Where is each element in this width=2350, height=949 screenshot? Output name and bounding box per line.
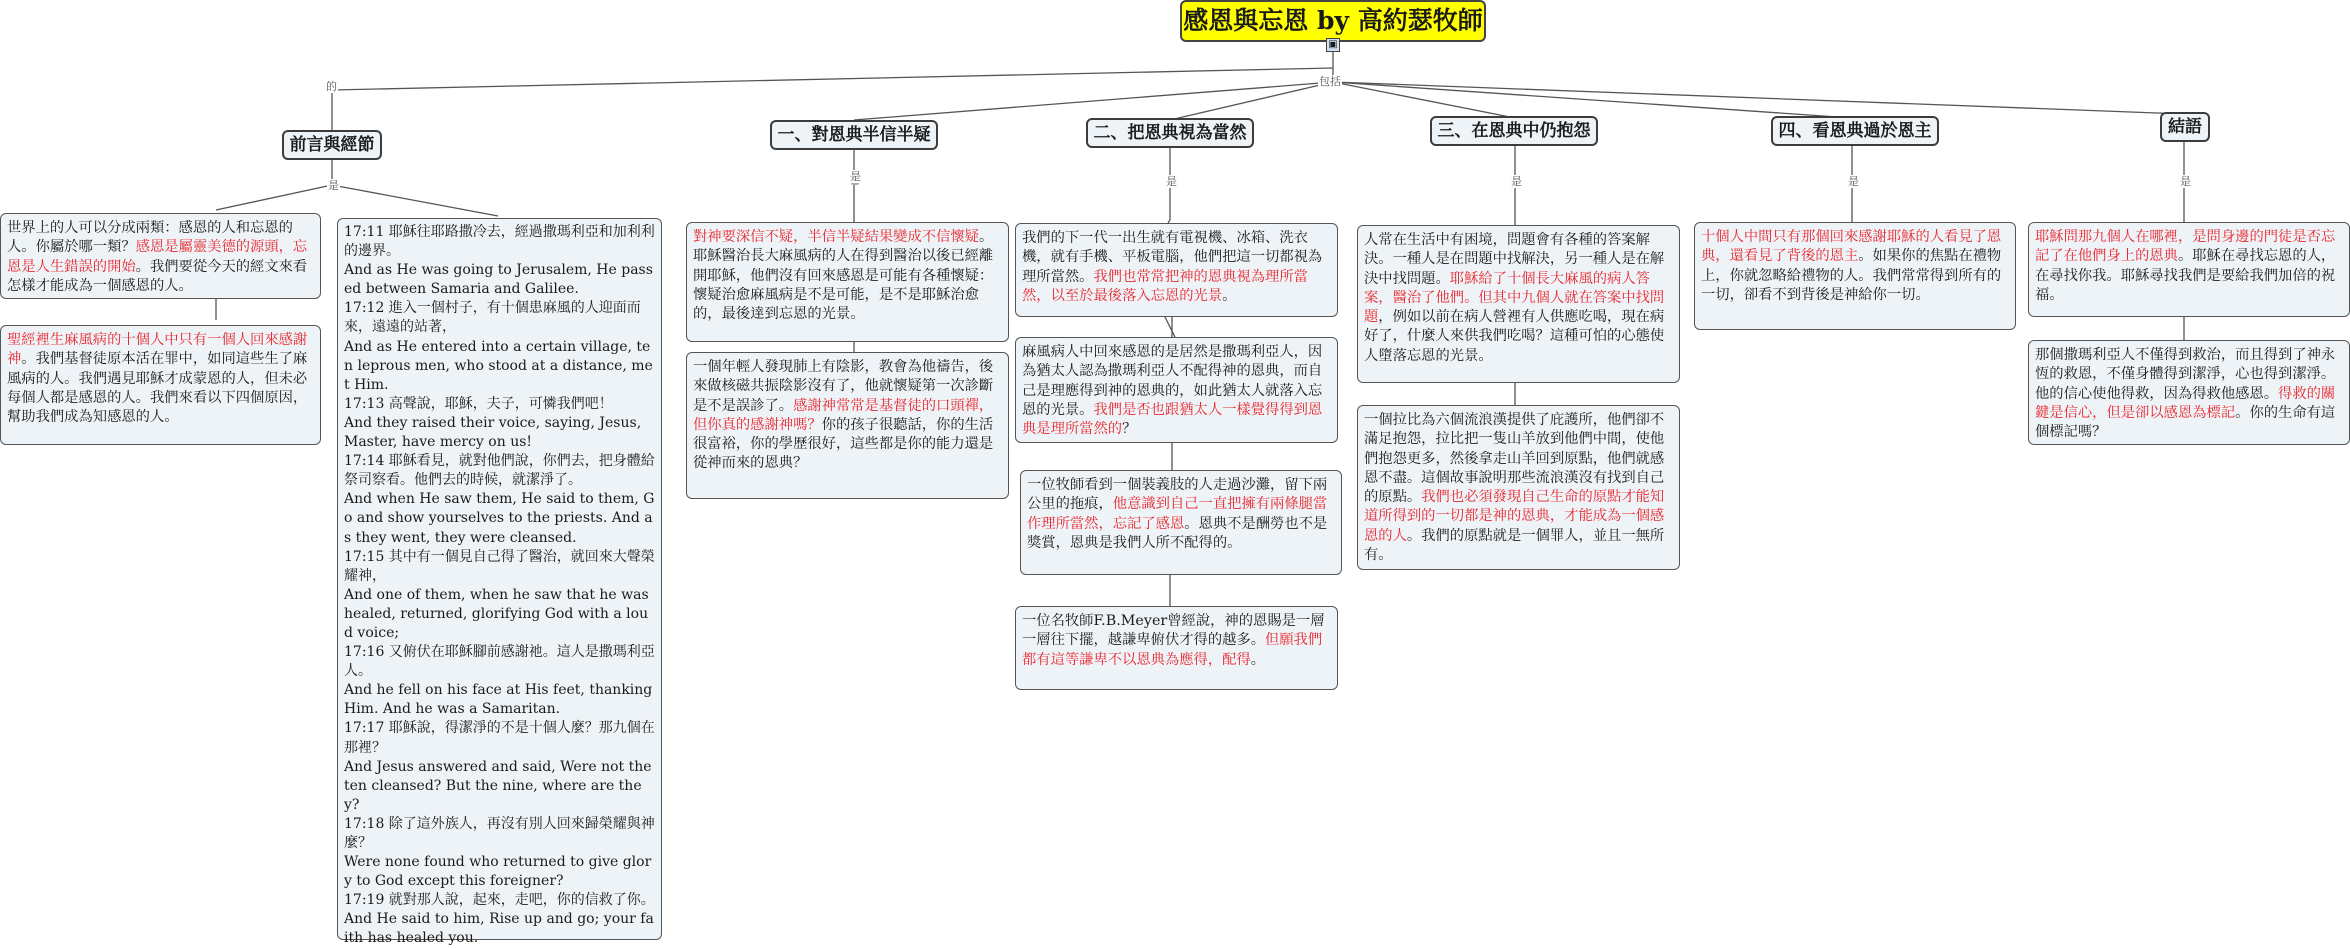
verse-line: And they raised their voice, saying, Jesus, Master, have mercy on us! [344,414,642,451]
note-highlight: 我們也必須發現自己生命的原點才能知道所得到的一切都是神的恩典，才能成為一個感恩的人 [1364,489,1665,544]
note-intro-ten-lepers[interactable] [0,325,321,445]
root-topic[interactable]: 感恩與忘恩 by 高約瑟牧師 [1180,0,1486,42]
note-highlight: 十個人中間只有那個回來感謝耶穌的人看見了恩典，還看見了背後的恩主 [1701,229,2002,265]
edge-label-contains: 包括 [1319,75,1341,88]
verse-line: 17:15 其中有一個見自己得了醫治，就回來大聲榮耀神， [344,548,655,584]
verse-line: 17:11 耶穌往耶路撒冷去，經過撒瑪利亞和加利利的邊界。 [344,224,655,260]
note-text: 一位牧師看到一個裝義肢的人走過沙灘，留下兩公里的拖痕， [1027,477,1328,513]
note-doubt-half-believing[interactable] [686,222,1009,342]
verse-line: And when He saw them, He said to them, Go and show yourselves to the priests. And as they went, they were cleansed. [344,491,655,546]
edge-label-is: 是 [1511,175,1522,188]
note-text: 世界上的人可以分成兩類：感恩的人和忘恩的人。你屬於哪一類？ [7,220,293,256]
note-text: 。你的生命有這個標記嗎？ [2035,404,2336,441]
note-text: 。耶穌在尋找忘恩的人，在尋找你我。耶穌尋找我們是要給我們加倍的祝福。 [2035,248,2336,303]
note-text: 我們的下一代一出生就有電視機、冰箱、洗衣機，就有手機、平板電腦，他們把這一切都視為理所當然。 [1022,230,1323,285]
branch-complaining[interactable]: 三、在恩典中仍抱怨 [1430,116,1598,146]
note-highlight: 但願我們都有這等謙卑不以恩典為應得，配得 [1022,632,1323,668]
note-text: 一個拉比為六個流浪漢提供了庇護所，他們卻不滿足抱怨，拉比把一隻山羊放到他們中間，使他們抱怨更多，然後拿走山羊回到原點，他們就感恩不盡。這個故事說明那些流浪漢沒有找到自己的原點。 [1364,412,1665,506]
note-complain-answers[interactable] [1357,225,1680,383]
note-highlight: 他意識到自己一直把擁有兩條腿當作理所當然，忘記了感恩 [1027,496,1328,532]
note-highlight: 我們也常常把神的恩典視為理所當然，以至於最後落入忘恩的光景 [1022,268,1308,304]
branch-intro-verses[interactable]: 前言與經節 [282,130,382,160]
note-text: 。我們的原點就是一個罪人，並且一無所有。 [1364,527,1665,564]
note-text: 。耶穌醫治長大麻風病的人在得到醫治以後已經離開耶穌，他們沒有回來感恩是可能有各種懷疑：懷疑治愈麻風病是不是可能，是不是耶穌治愈的，最後達到忘恩的光景。 [693,229,994,323]
note-granted-next-generation[interactable] [1015,223,1338,317]
note-text: 。我們基督徒原本活在罪中，如同這些生了麻風病的人。我們遇見耶穌才成蒙恩的人，但未必每個人都是感恩的人。我們來看以下四個原因，幫助我們成為知感恩的人。 [7,351,308,426]
verse-line: And he fell on his face at His feet, thanking Him. And he was a Samaritan. [344,682,653,718]
note-intro-two-kinds[interactable] [0,213,321,299]
branch-half-believing[interactable]: 一、對恩典半信半疑 [770,120,938,150]
node-markers [329,177,2189,188]
note-text: 。我們要從今天的經文來看怎樣才能成為一個感恩的人。 [7,258,308,294]
edge-label-intro: 的 [326,80,337,93]
note-text: 。 [1222,287,1237,304]
verse-line: And as He entered into a certain village, ten leprous men, who stood at a distance, met Him. [344,338,653,393]
verse-line: And as He was going to Jerusalem, He passed between Samaria and Galilee. [344,262,653,298]
note-doubt-lung-shadow[interactable] [686,352,1009,499]
verse-line: Were none found who returned to give glory to God except this foreigner? [344,854,652,890]
verse-line: 17:16 又俯伏在耶穌腳前感謝祂。這人是撒瑪利亞人。 [344,644,655,680]
note-highlight: 耶穌給了十個長大麻風的病人答案，醫治了他們。但其中九個人就在答案中找問題 [1364,270,1665,326]
verse-line: 17:17 耶穌說，得潔淨的不是十個人麼？那九個在那裡？ [344,720,655,756]
note-highlight: 感恩是屬靈美德的源頭，忘恩是人生錯誤的開始 [7,239,308,275]
edge-label-is: 是 [1848,175,1859,188]
note-highlight: 我們是否也跟猶太人一樣覺得得到恩典是理所當然的 [1022,401,1323,438]
branch-taking-for-granted[interactable]: 二、把恩典視為當然 [1086,118,1254,148]
verse-line: 17:19 就對那人說，起來，走吧，你的信救了你。 [344,892,655,909]
note-highlight: 聖經裡生麻風病的十個人中只有一個人回來感謝神 [7,332,308,368]
note-complain-rabbi-goat[interactable] [1357,405,1680,570]
verse-line: 17:18 除了這外族人，再沒有別人回來歸榮耀與神麼？ [344,815,655,851]
note-conclusion-faith-mark[interactable] [2028,340,2350,445]
edge-label-is: 是 [1166,175,1177,188]
note-scripture-luke-17[interactable] [337,218,662,947]
note-text: 一位名牧師F.B.Meyer曾經說，神的恩賜是一層一層往下擺，越謙卑俯伏才得的越多。 [1022,613,1325,649]
note-text: ，例如以前在病人營裡有人供應吃喝，現在病好了，什麼人來供我們吃喝？這種可怕的心態使人墮落忘恩的光景。 [1364,309,1665,364]
note-text: ？ [1122,421,1137,438]
verse-line: 17:14 耶穌看見，就對他們說，你們去，把身體給祭司察看。他們去的時候，就潔淨了。 [344,453,655,489]
verse-line: 17:13 高聲說，耶穌，夫子，可憐我們吧！ [344,395,613,412]
note-text: 一個年輕人發現肺上有陰影，教會為他禱告，後來做核磁共振陰影沒有了，他就懷疑第一次診斷是不是誤診了。 [693,359,994,414]
edge-label-is: 是 [850,170,861,183]
note-text: 。恩典不是酬勞也不是獎賞，恩典是我們人所不配得的。 [1027,515,1328,551]
note-text: 。 [1250,651,1266,668]
note-granted-prosthetic-leg[interactable] [1020,470,1342,575]
note-granted-meyer-quote[interactable] [1015,606,1338,690]
note-text: 你的孩子很聽話，你的生活很富裕，你的學歷很好，這些都是你的能力還是從神而來的恩典？ [693,416,994,472]
branch-conclusion[interactable]: 結語 [2160,112,2210,142]
verse-line: And one of them, when he saw that he was healed, returned, glorifying God with a loud voice; [344,586,649,641]
edge-label-is: 是 [328,179,339,192]
note-granted-samaritan[interactable] [1015,337,1338,443]
note-text: 麻風病人中回來感恩的是居然是撒瑪利亞人，因為猶太人認為撒瑪利亞人不配得神的恩典，而自己是理應得到神的恩典的，如此猶太人就落入忘恩的光景。 [1022,344,1323,418]
branch-gift-over-giver[interactable]: 四、看恩典過於恩主 [1771,116,1939,146]
verse-line: And Jesus answered and said, Were not the ten cleansed? But the nine, where are they? [344,758,652,813]
note-conclusion-seeking[interactable] [2028,222,2350,317]
note-highlight: 感謝神常常是基督徒的口頭禪，但你真的感謝神嗎？ [693,397,994,433]
note-text: 那個撒瑪利亞人不僅得到救治，而且得到了神永恆的救恩，不僅身體得到潔淨，心也得到潔淨。他的信心使他得救，因為得救他感恩。 [2035,347,2336,402]
edge-label-is: 是 [2180,175,2191,188]
collapse-toggle-icon[interactable]: ▣ [1326,38,1340,52]
note-gift-over-giver[interactable] [1694,222,2016,330]
verse-line: 17:12 進入一個村子，有十個患麻風的人迎面而來，遠遠的站著， [344,300,641,336]
note-text: 。如果你的焦點在禮物上，你就忽略給禮物的人。我們常常得到所有的一切，卻看不到背後是神給你一切。 [1701,248,2002,303]
note-text: 人常在生活中有困境，問題會有各種的答案解決。一種人是在問題中找解決，另一種人是在解決中找問題。 [1364,232,1665,287]
note-highlight: 耶穌問那九個人在哪裡，是問身邊的門徒是否忘記了在他們身上的恩典 [2035,229,2336,265]
verse-line: And He said to him, Rise up and go; your faith has healed you. [344,911,654,947]
note-highlight: 對神要深信不疑，半信半疑結果變成不信懷疑 [693,229,979,245]
note-highlight: 得救的關鍵是信心，但是卻以感恩為標記 [2035,385,2336,421]
